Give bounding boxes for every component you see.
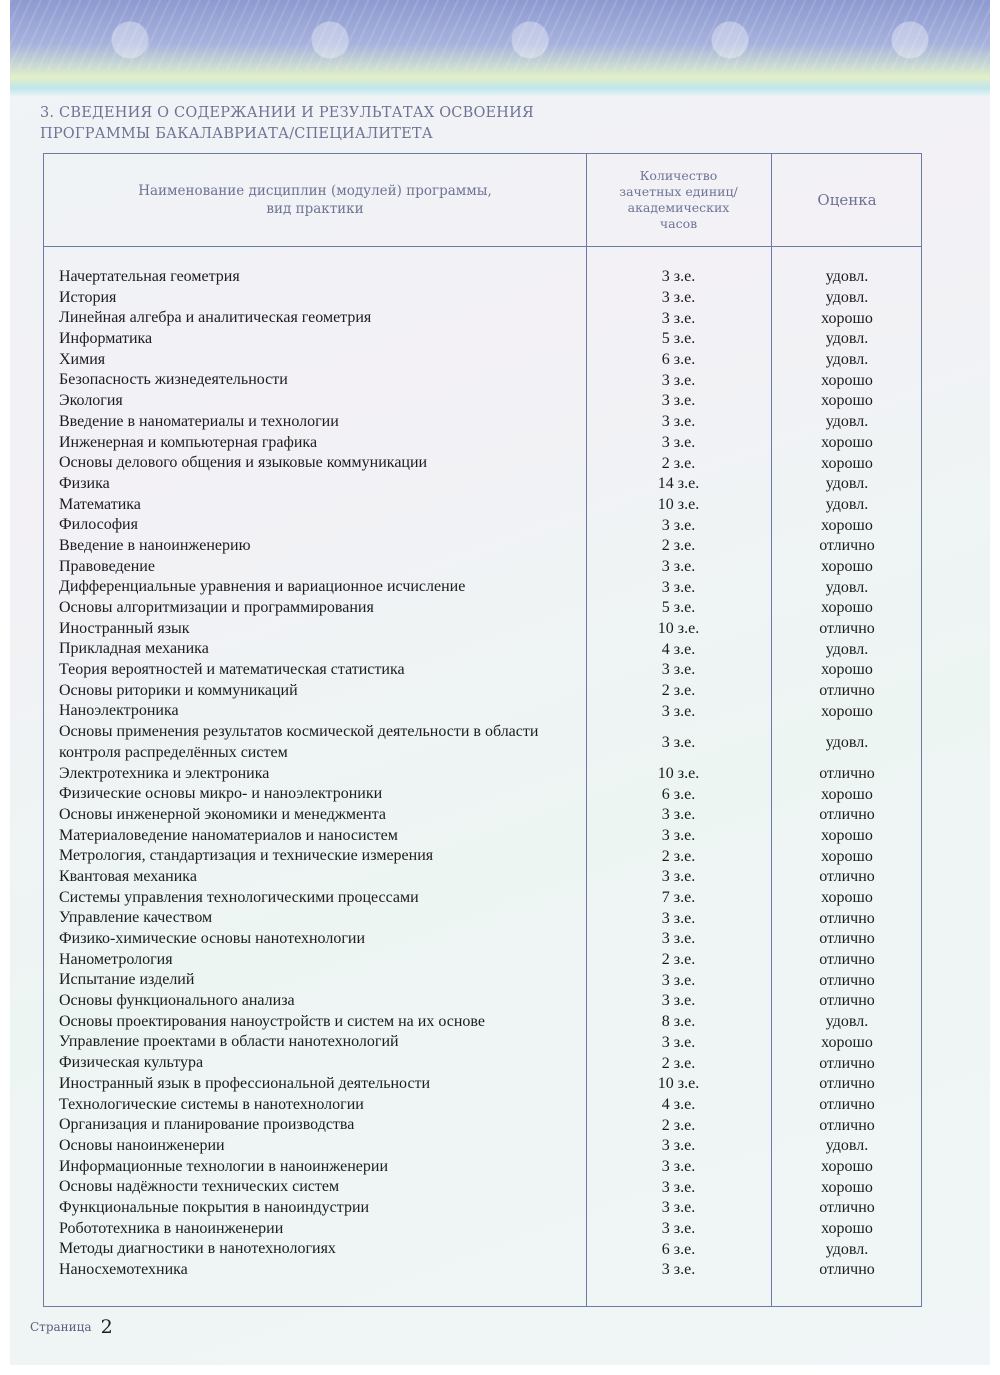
discipline-name: Наносхемотехника — [59, 1261, 188, 1279]
discipline-grade: хорошо — [821, 785, 873, 803]
discipline-credits: 2 з.е. — [661, 1116, 696, 1134]
discipline-name: Теория вероятностей и математическая статистика — [59, 661, 405, 679]
discipline-name: Метрология, стандартизация и технические измерения — [59, 847, 434, 865]
discipline-grade: отлично — [819, 1261, 875, 1279]
header-grade-text: Оценка — [817, 191, 877, 209]
table-row — [44, 1136, 923, 1157]
discipline-grade: хорошо — [821, 889, 873, 906]
discipline-credits: 3 з.е. — [661, 433, 696, 451]
discipline-grade: отлично — [819, 1075, 875, 1093]
table-row — [44, 681, 923, 702]
discipline-credits: 2 з.е. — [661, 682, 696, 700]
discipline-credits: 3 з.е. — [661, 1157, 696, 1175]
discipline-grade: отлично — [819, 620, 875, 638]
table-row — [44, 433, 923, 454]
discipline-grade: хорошо — [821, 702, 873, 720]
discipline-credits: 3 з.е. — [661, 930, 696, 948]
discipline-grade: отлично — [819, 930, 875, 948]
discipline-name: Иностранный язык — [59, 619, 190, 637]
table-row — [44, 1157, 923, 1178]
section-title — [40, 103, 740, 145]
discipline-name: Основы алгоритмизации и программирования — [59, 599, 374, 616]
discipline-name: Начертательная геометрия — [59, 268, 240, 285]
discipline-grade: удовл. — [825, 268, 869, 286]
discipline-grade: удовл. — [825, 1137, 869, 1155]
discipline-name: Безопасность жизнедеятельности — [59, 371, 288, 389]
discipline-credits: 3 з.е. — [661, 1178, 696, 1196]
discipline-grade: хорошо — [821, 454, 873, 472]
discipline-credits: 5 з.е. — [661, 330, 696, 348]
discipline-grade: хорошо — [821, 371, 873, 389]
discipline-credits: 7 з.е. — [661, 889, 696, 906]
table-row — [44, 619, 923, 640]
discipline-name: Методы диагностики в нанотехнологиях — [59, 1240, 336, 1258]
discipline-credits: 3 з.е. — [661, 1033, 696, 1051]
discipline-credits: 10 з.е. — [657, 1075, 700, 1093]
discipline-name: Основы применения результатов космической деятельности в области контроля распределённых систем — [59, 723, 539, 761]
discipline-grade: отлично — [819, 951, 875, 969]
discipline-name: Инженерная и компьютерная графика — [59, 433, 318, 451]
header-discipline-name — [44, 154, 586, 246]
table-row — [44, 805, 923, 826]
table-row — [44, 412, 923, 433]
table-row — [44, 598, 923, 619]
discipline-grade: удовл. — [825, 640, 869, 658]
discipline-grade: хорошо — [821, 557, 873, 575]
discipline-grade: удовл. — [825, 413, 869, 431]
discipline-credits: 3 з.е. — [661, 826, 696, 844]
table-row — [44, 474, 923, 495]
header-credits-text: Количество зачетных единиц/ академических часов — [619, 168, 738, 231]
discipline-credits: 3 з.е. — [661, 806, 696, 824]
table-row — [44, 536, 923, 557]
discipline-grade: отлично — [819, 806, 875, 824]
page-number: 2 — [100, 1316, 113, 1338]
discipline-grade: удовл. — [825, 578, 869, 596]
discipline-name: Дифференциальные уравнения и вариационное исчисление — [59, 578, 466, 596]
discipline-name: Организация и планирование производства — [59, 1116, 355, 1134]
discipline-name: Линейная алгебра и аналитическая геометрия — [59, 309, 372, 327]
discipline-credits: 5 з.е. — [661, 599, 696, 617]
page-footer — [30, 1316, 113, 1338]
discipline-grade: отлично — [819, 868, 875, 886]
discipline-name: Системы управления технологическими процессами — [59, 888, 419, 906]
discipline-name: Управление качеством — [59, 909, 213, 927]
discipline-grade: удовл. — [825, 330, 869, 348]
discipline-name: Основы делового общения и языковые коммуникации — [59, 454, 428, 472]
discipline-grade: хорошо — [821, 1220, 873, 1237]
table-row — [44, 267, 923, 288]
discipline-grade: отлично — [819, 1095, 875, 1113]
table-row — [44, 991, 923, 1012]
disciplines-table — [43, 153, 922, 1307]
discipline-name: Материаловедение наноматериалов и наносистем — [59, 826, 398, 844]
table-row — [44, 1115, 923, 1136]
discipline-name: Прикладная механика — [59, 640, 209, 658]
table-body — [44, 267, 923, 1281]
discipline-grade: удовл. — [825, 1013, 869, 1031]
discipline-name: Основы функционального анализа — [59, 992, 295, 1010]
discipline-name: Основы риторики и коммуникаций — [59, 681, 298, 699]
table-row — [44, 826, 923, 847]
discipline-credits: 3 з.е. — [661, 733, 696, 751]
table-row — [44, 557, 923, 578]
table-row — [44, 391, 923, 412]
discipline-name: Философия — [59, 516, 138, 534]
table-row — [44, 1177, 923, 1198]
discipline-grade: хорошо — [821, 826, 873, 844]
discipline-credits: 3 з.е. — [661, 992, 696, 1010]
discipline-name: Информационные технологии в наноинженерии — [59, 1157, 389, 1175]
table-row — [44, 453, 923, 474]
discipline-grade: отлично — [819, 1054, 875, 1072]
table-row — [44, 867, 923, 888]
discipline-name: Правоведение — [59, 557, 155, 575]
discipline-credits: 6 з.е. — [661, 785, 696, 803]
discipline-grade: отлично — [819, 971, 875, 989]
discipline-credits: 3 з.е. — [661, 702, 696, 720]
discipline-grade: отлично — [819, 682, 875, 700]
decorative-banner — [10, 0, 990, 96]
discipline-credits: 8 з.е. — [661, 1013, 696, 1031]
discipline-credits: 2 з.е. — [661, 847, 696, 865]
table-row — [44, 701, 923, 722]
discipline-credits: 10 з.е. — [657, 620, 700, 638]
table-row — [44, 515, 923, 536]
section-title-line-1: 3. СВЕДЕНИЯ О СОДЕРЖАНИИ И РЕЗУЛЬТАТАХ ОСВОЕНИЯ — [40, 105, 534, 121]
discipline-name: Испытание изделий — [59, 971, 195, 989]
discipline-grade: удовл. — [825, 495, 869, 513]
page-label: Страница — [30, 1320, 92, 1334]
discipline-credits: 3 з.е. — [661, 1220, 696, 1237]
table-row — [44, 350, 923, 371]
table-row — [44, 495, 923, 516]
discipline-credits: 3 з.е. — [661, 557, 696, 575]
discipline-name: Информатика — [59, 330, 153, 348]
discipline-credits: 3 з.е. — [661, 268, 696, 286]
table-row — [44, 1239, 923, 1260]
discipline-grade: хорошо — [821, 599, 873, 617]
discipline-credits: 4 з.е. — [661, 1095, 696, 1113]
discipline-grade: удовл. — [825, 1240, 869, 1258]
discipline-name: Технологические системы в нанотехнологии — [59, 1095, 364, 1113]
discipline-name: Физические основы микро- и наноэлектроники — [59, 785, 383, 803]
discipline-credits: 14 з.е. — [657, 475, 700, 493]
header-credits — [586, 154, 771, 246]
discipline-grade: хорошо — [821, 661, 873, 679]
discipline-name: Квантовая механика — [59, 867, 197, 885]
discipline-name: Робототехника в наноинженерии — [59, 1219, 284, 1237]
discipline-grade: хорошо — [821, 1157, 873, 1175]
table-row — [44, 908, 923, 929]
table-row — [44, 288, 923, 309]
table-row — [44, 950, 923, 971]
discipline-grade: хорошо — [821, 516, 873, 534]
discipline-credits: 3 з.е. — [661, 392, 696, 410]
table-row — [44, 888, 923, 909]
table-row — [44, 1260, 923, 1281]
diploma-supplement-page — [10, 0, 990, 1365]
table-row — [44, 1198, 923, 1219]
table-row — [44, 1219, 923, 1240]
discipline-grade: отлично — [819, 537, 875, 555]
discipline-name: Основы проектирования наноустройств и систем на их основе — [59, 1012, 485, 1030]
table-row — [44, 1074, 923, 1095]
discipline-credits: 3 з.е. — [661, 516, 696, 534]
discipline-credits: 3 з.е. — [661, 413, 696, 431]
section-title-line-2: ПРОГРАММЫ БАКАЛАВРИАТА/СПЕЦИАЛИТЕТА — [40, 126, 433, 142]
discipline-grade: удовл. — [825, 475, 869, 493]
discipline-name: Химия — [59, 350, 106, 368]
discipline-credits: 3 з.е. — [661, 909, 696, 927]
table-row — [44, 764, 923, 785]
discipline-name: Электротехника и электроника — [59, 764, 270, 782]
table-row — [44, 329, 923, 350]
header-grade — [771, 154, 923, 246]
discipline-credits: 10 з.е. — [657, 495, 700, 513]
table-row — [44, 929, 923, 950]
discipline-grade: хорошо — [821, 1033, 873, 1051]
discipline-credits: 3 з.е. — [661, 371, 696, 389]
discipline-grade: отлично — [819, 764, 875, 782]
discipline-name: Введение в наноинженерию — [59, 536, 251, 554]
discipline-name: Физическая культура — [59, 1054, 204, 1072]
discipline-grade: хорошо — [821, 1178, 873, 1196]
discipline-grade: хорошо — [821, 433, 873, 451]
discipline-name: История — [59, 288, 117, 306]
discipline-credits: 3 з.е. — [661, 289, 696, 307]
discipline-name: Введение в наноматериалы и технологии — [59, 412, 339, 430]
discipline-grade: отлично — [819, 992, 875, 1010]
table-row — [44, 1032, 923, 1053]
discipline-name: Экология — [59, 392, 123, 410]
table-row — [44, 639, 923, 660]
discipline-name: Наноэлектроника — [59, 702, 179, 720]
discipline-credits: 3 з.е. — [661, 971, 696, 989]
header-divider — [44, 246, 921, 247]
discipline-name: Основы инженерной экономики и менеджмента — [59, 805, 387, 823]
header-discipline-name-text: Наименование дисциплин (модулей) программы, вид практики — [138, 183, 492, 217]
discipline-credits: 10 з.е. — [657, 764, 700, 782]
table-row — [44, 784, 923, 805]
discipline-name: Иностранный язык в профессиональной деятельности — [59, 1074, 431, 1092]
discipline-name: Физика — [59, 474, 110, 492]
discipline-credits: 3 з.е. — [661, 661, 696, 679]
discipline-credits: 3 з.е. — [661, 868, 696, 886]
discipline-credits: 3 з.е. — [661, 1261, 696, 1279]
table-row — [44, 308, 923, 329]
discipline-credits: 2 з.е. — [661, 454, 696, 472]
discipline-grade: отлично — [819, 909, 875, 927]
discipline-grade: удовл. — [825, 733, 869, 751]
discipline-credits: 3 з.е. — [661, 578, 696, 596]
table-row — [44, 846, 923, 867]
table-row — [44, 1095, 923, 1116]
discipline-name: Основы наноинженерии — [59, 1136, 225, 1154]
discipline-credits: 6 з.е. — [661, 1240, 696, 1258]
table-row — [44, 1012, 923, 1033]
discipline-grade: хорошо — [821, 847, 873, 865]
table-row — [44, 970, 923, 991]
discipline-grade: отлично — [819, 1199, 875, 1217]
discipline-name: Управление проектами в области нанотехнологий — [59, 1033, 399, 1051]
discipline-credits: 3 з.е. — [661, 309, 696, 327]
discipline-credits: 2 з.е. — [661, 537, 696, 555]
discipline-grade: хорошо — [821, 309, 873, 327]
discipline-name: Физико-химические основы нанотехнологии — [59, 930, 365, 948]
discipline-credits: 2 з.е. — [661, 1054, 696, 1072]
discipline-name: Нанометрология — [59, 950, 173, 968]
discipline-name: Основы надёжности технических систем — [59, 1178, 340, 1196]
discipline-credits: 4 з.е. — [661, 640, 696, 658]
discipline-credits: 3 з.е. — [661, 1137, 696, 1155]
discipline-credits: 2 з.е. — [661, 951, 696, 969]
table-row — [44, 577, 923, 598]
table-row — [44, 370, 923, 391]
discipline-grade: удовл. — [825, 351, 869, 369]
discipline-credits: 3 з.е. — [661, 1199, 696, 1217]
table-row — [44, 722, 923, 763]
discipline-grade: хорошо — [821, 392, 873, 410]
discipline-credits: 6 з.е. — [661, 351, 696, 369]
discipline-name: Математика — [59, 495, 141, 513]
discipline-grade: удовл. — [825, 289, 869, 307]
banner-guilloche — [10, 0, 990, 70]
discipline-grade: отлично — [819, 1116, 875, 1134]
table-row — [44, 660, 923, 681]
table-row — [44, 1053, 923, 1074]
discipline-name: Функциональные покрытия в наноиндустрии — [59, 1198, 370, 1216]
